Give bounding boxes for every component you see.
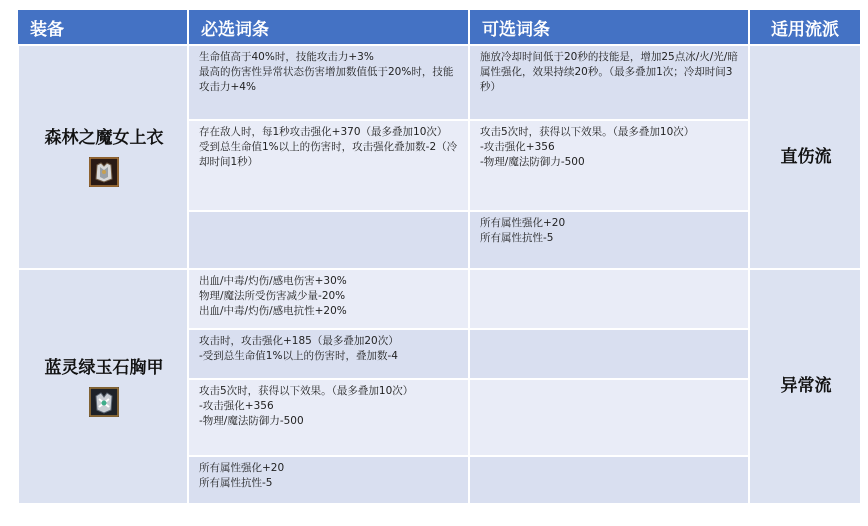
optional-cell: 施放冷却时间低于20秒的技能是，增加25点冰/火/光/暗属性强化，效果持续20秒。（最多叠加1次；冷却时间3秒）	[469, 45, 749, 120]
table-row	[18, 269, 861, 329]
build-cell: 异常流	[749, 269, 861, 504]
required-cell: 生命值高于40%时，技能攻击力+3% 最高的伤害性异常状态伤害增加数值低于20%时，技能攻击力+4%	[188, 45, 469, 120]
build-cell: 直伤流	[749, 45, 861, 269]
header-build: 适用流派	[749, 10, 861, 45]
jade-armor-icon	[89, 387, 119, 417]
item-cell	[18, 269, 188, 504]
required-cell: 出血/中毒/灼伤/感电伤害+30% 物理/魔法所受伤害减少量-20% 出血/中毒/灼伤/感电抗性+20%	[188, 269, 469, 329]
header-row	[18, 10, 861, 45]
item-cell	[18, 45, 188, 269]
required-cell: 所有属性强化+20 所有属性抗性-5	[188, 456, 469, 504]
equipment-table	[17, 10, 862, 505]
optional-cell	[469, 379, 749, 456]
item-name: 森林之魔女上衣	[44, 128, 164, 148]
required-cell: 攻击5次时，获得以下效果。（最多叠加10次） -攻击强化+356 -物理/魔法防御力-500	[188, 379, 469, 456]
header-required: 必选词条	[188, 10, 469, 45]
optional-cell: 所有属性强化+20 所有属性抗性-5	[469, 211, 749, 269]
required-cell: 攻击时，攻击强化+185（最多叠加20次） -受到总生命值1%以上的伤害时，叠加数-4	[188, 329, 469, 379]
armor-icon	[89, 157, 119, 187]
required-cell: 存在敌人时，每1秒攻击强化+370（最多叠加10次） 受到总生命值1%以上的伤害时，攻击强化叠加数-2（冷却时间1秒）	[188, 120, 469, 211]
required-cell	[188, 211, 469, 269]
header-optional: 可选词条	[469, 10, 749, 45]
item-name: 蓝灵绿玉石胸甲	[44, 357, 164, 378]
table-row	[18, 45, 861, 120]
optional-cell	[469, 329, 749, 379]
optional-cell: 攻击5次时，获得以下效果。（最多叠加10次） -攻击强化+356 -物理/魔法防御力-500	[469, 120, 749, 211]
optional-cell	[469, 456, 749, 504]
optional-cell	[469, 269, 749, 329]
header-equipment: 装备	[18, 10, 188, 45]
